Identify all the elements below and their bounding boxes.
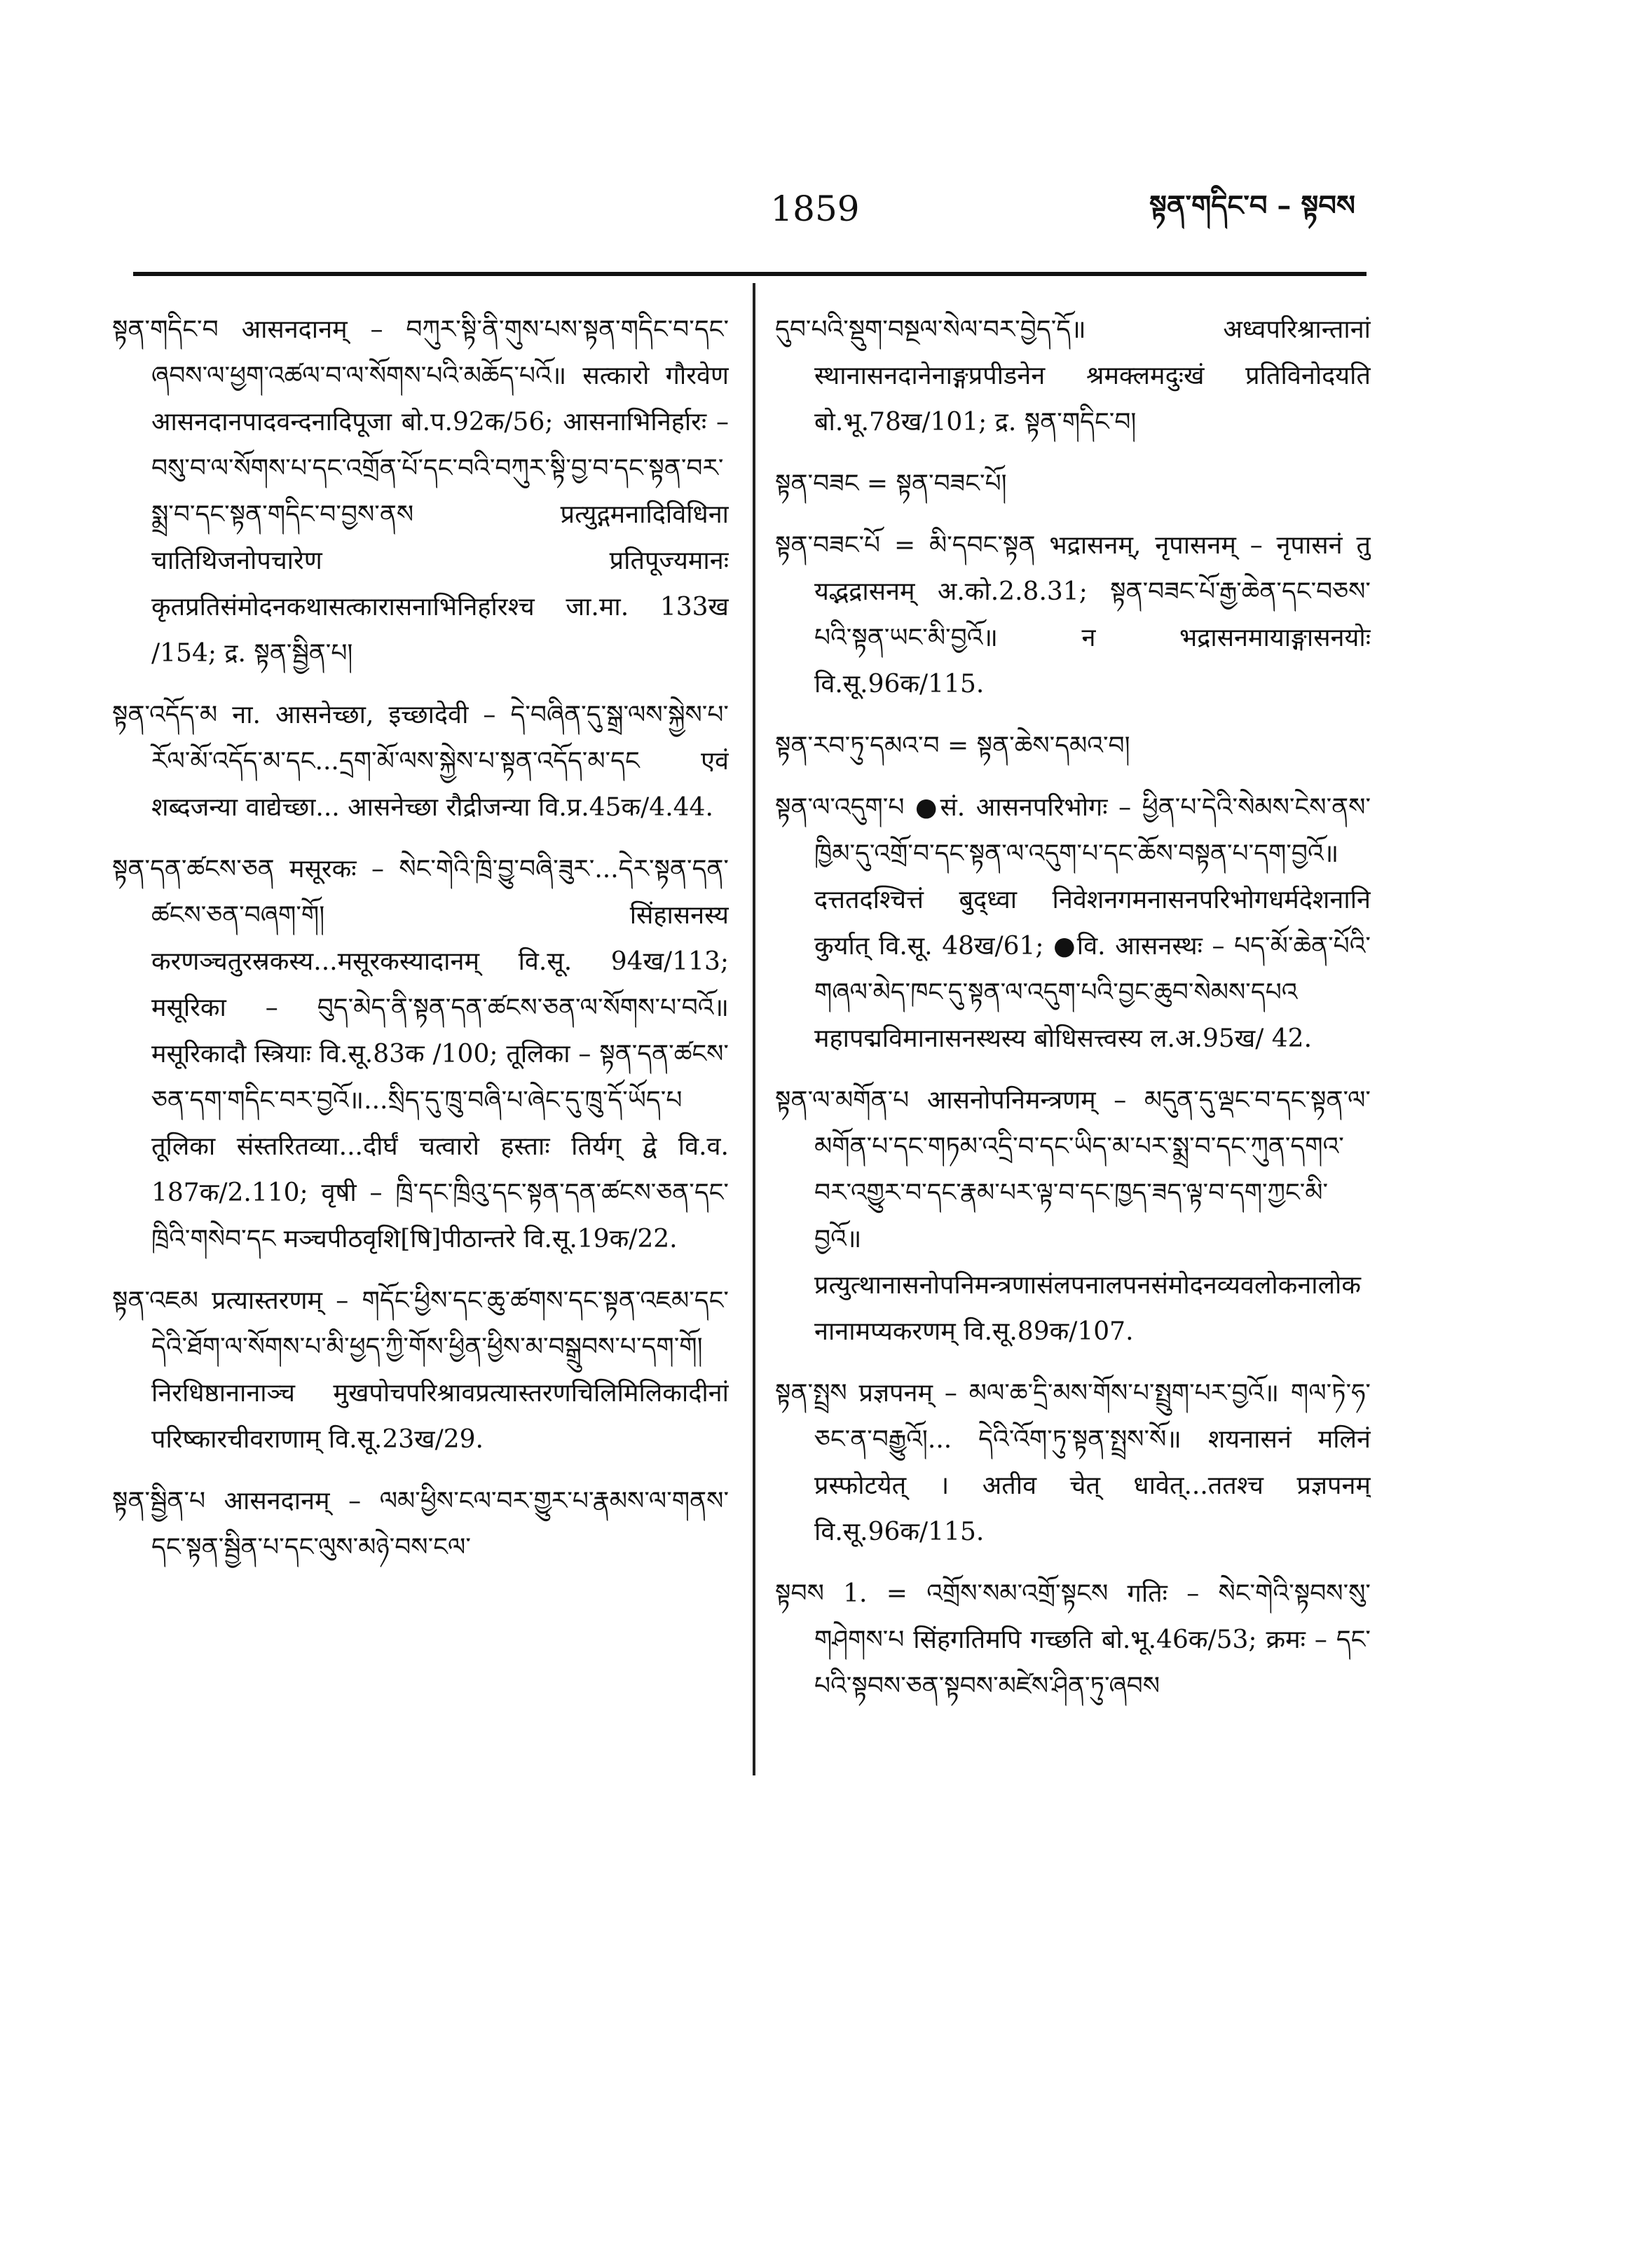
right-column <box>775 307 1371 2255</box>
dictionary-entry: སྟན་གདིང་བ आसनदानम् – བཀུར་སྟི་ནི་གུས་པས་སྟན་གདིང་བ་དང་ཞབས་ལ་ཕྱག་འཚལ་བ་ལ་སོགས་པའི་མཆོད་པའོ॥ सत्कारो गौरवेण आसनदानपादवन्दनादिपूजा बो.प.92क/56; आसनाभिनिर्हारः – བསུ་བ་ལ་སོགས་པ་དང་འགྲོན་པོ་དང་བའི་བཀུར་སྟི་བྱ་བ་དང་སྟན་བར་སྨྲ་བ་དང་སྟན་གདིང་བ་བྱས་ནས प्रत्युद्गमनादिविधिना चातिथिजनोपचारेण प्रतिपूज्यमानः कृतप्रतिसंमोदनकथासत्कारासनाभिनिर्हारश्च जा.मा. 133ख /154; द्र. སྟན་སྦྱིན་པ། <box>112 315 729 668</box>
running-head: སྟན་གདིང་བ – སྟབས <box>1149 189 1355 222</box>
dictionary-entry: སྟན་སྦྱིན་པ आसनदानम् – ལམ་ཕྱིས་ངལ་བར་གྱུར་པ་རྣམས་ལ་གནས་དང་སྟན་སྦྱིན་པ་དང་ལུས་མཉེ་བས་ངལ་ <box>112 1487 729 1562</box>
dictionary-entry: སྟན་འཇམ प्रत्यास्तरणम् – གདོང་ཕྱིས་དང་ཆུ་ཚགས་དང་སྟན་འཇམ་དང་དེའི་ཐོག་ལ་སོགས་པ་མི་ཕྱད་ཀྱི་གོས་ཕྱིན་ཕྱིས་མ་བསྒྲུབས་པ་དག་གོ། निरधिष्ठानानाञ्च मुखपोचपरिश्रावप्रत्यास्तरणचिलिमिलिकादीनां परिष्कारचीवराणाम् वि.सू.23ख/29. <box>112 1286 729 1454</box>
dictionary-entry: སྟན་སྤྲས प्रज्ञपनम् – མལ་ཆ་དྲི་མས་གོས་པ་སྤྲུག་པར་བྱའོ॥ གལ་ཏེ་ཧ་ཅང་ན་བརྒྱུའོ།... དེའི་འོག་ཏུ་སྟན་སྤྲས་སོ॥ शयनासनं मलिनं प्रस्फोटयेत् । अतीव चेत् धावेत्...ततश्च प्रज्ञपनम् वि.सू.96क/115. <box>775 1379 1371 1546</box>
dictionary-entry: སྟན་ལ་འདུག་པ ●सं. आसनपरिभोगः – ཕྱིན་པ་དེའི་སེམས་ངེས་ནས་ཁྱིམ་དུ་འགྲོ་བ་དང་སྟན་ལ་འདུག་པ་དང་ཆོས་བསྟན་པ་དག་བྱའོ॥ दत्ततदश्चित्तं बुद्ध्वा निवेशनगमनासनपरिभोगधर्मदेशनानि कुर्यात् वि.सू. 48ख/61; ●वि. आसनस्थः – པད་མོ་ཆེན་པོའི་གཞལ་མེད་ཁང་དུ་སྟན་ལ་འདུག་པའི་བྱང་ཆུབ་སེམས་དཔའ महापद्मविमानासनस्थस्य बोधिसत्त्वस्य ल.अ.95ख/ 42. <box>775 793 1371 1053</box>
dictionary-entry: སྟན་དན་ཚངས་ཅན मसूरकः – སེང་གེའི་ཁྲི་བྱུ་བཞི་ཟུར་...དེར་སྟན་དན་ཚངས་ཅན་བཞག་གོ། सिंहासनस्य करणञ्चतुरस्रकस्य...मसूरकस्यादानम् वि.सू. 94ख/113; मसूरिका – བུད་མེད་ནི་སྟན་དན་ཚངས་ཅན་ལ་སོགས་པ་བའོ॥ मसूरिकादौ स्त्रियाः वि.सू.83क /100; तूलिका – སྟན་དན་ཚངས་ཅན་དག་གདིང་བར་བྱའོ॥...སྲིད་དུ་ཁྲུ་བཞི་པ་ཞེང་དུ་ཁྲུ་དོ་ཡོད་པ तूलिका संस्तरितव्या...दीर्घं चत्वारो हस्ताः तिर्यग् द्वे वि.व. 187क/2.110; वृषी – ཁྲི་དང་ཁྲིའུ་དང་སྟན་དན་ཚངས་ཅན་དང་ཁྲིའི་གསེབ་དང मञ्चपीठवृशि[षि]पीठान्तरे वि.सू.19क/22. <box>112 855 729 1253</box>
dictionary-entry: སྟན་འདོད་མ ना. आसनेच्छा, इच्छादेवी – དེ་བཞིན་དུ་སྒྲ་ལས་སྐྱེས་པ་རོལ་མོ་འདོད་མ་དང...དྲག་མོ་ལས་སྐྱེས་པ་སྟན་འདོད་མ་དང एवं शब्दजन्या वाद्येच्छा... आसनेच्छा रौद्रीजन्या वि.प्र.45क/4.44. <box>112 701 729 822</box>
dictionary-entry: སྟབས 1. = འགྲོས་སམ་འགྲོ་སྟངས गतिः – སེང་གེའི་སྟབས་སུ་གཤེགས་པ सिंहगतिमपि गच्छति बो.भू.46क/53; क्रमः – དང་པའི་སྟབས་ཅན་སྟབས་མཛེས་ཤིན་ཏུ་ཞབས <box>775 1579 1371 1700</box>
dictionary-entry: སྟན་བཟང་པོ = མི་དབང་སྟན भद्रासनम्, नृपासनम् – नृपासनं तु यद्भद्रासनम् अ.को.2.8.31; སྟན་བཟང་པོ་རྒྱ་ཆེན་དང་བཅས་པའི་སྟན་ཡང་མི་བྱའོ॥ न भद्रासनमायाङ्गासनयोः वि.सू.96क/115. <box>775 531 1371 699</box>
dictionary-entry: སྟན་ལ་མགོན་པ आसनोपनिमन्त्रणम् – མདུན་དུ་ལྡང་བ་དང་སྟན་ལ་མགོན་པ་དང་གཏམ་འདྲི་བ་དང་ཡིད་མ་པར་སྨྲ་བ་དང་ཀུན་དགའ་བར་འགྱུར་བ་དང་རྣམ་པར་ལྟ་བ་དང་ཁྱད་ཟད་ལྟ་བ་དག་ཀྱང་མི་བྱའོ॥ प्रत्युत्थानासनोपनिमन्त्रणासंलपनालपनसंमोदनव्यवलोकनालोकनानामप्यकरणम् वि.सू.89क/107. <box>775 1086 1371 1346</box>
column-divider <box>753 283 755 1775</box>
dictionary-entry: དུབ་པའི་སྡུག་བསྔལ་སེལ་བར་བྱེད་དོ॥ अध्वपरिश्रान्तानां स्थानासनदानेनाङ्गप्रपीडनेन श्रमक्लमदुःखं प्रतिविनोदयति बो.भू.78ख/101; द्र. སྟན་གདིང་བ། <box>775 315 1371 437</box>
page-header <box>0 0 1630 280</box>
left-column <box>112 307 729 2255</box>
header-rule <box>133 272 1367 276</box>
dictionary-entry: སྟན་བཟང = སྟན་བཟང་པོ། <box>775 469 1007 498</box>
page-number: 1859 <box>770 188 860 229</box>
dictionary-entry: སྟན་རབ་ཏུ་དམའ་བ = སྟན་ཆེས་དམའ་བ། <box>775 731 1130 760</box>
